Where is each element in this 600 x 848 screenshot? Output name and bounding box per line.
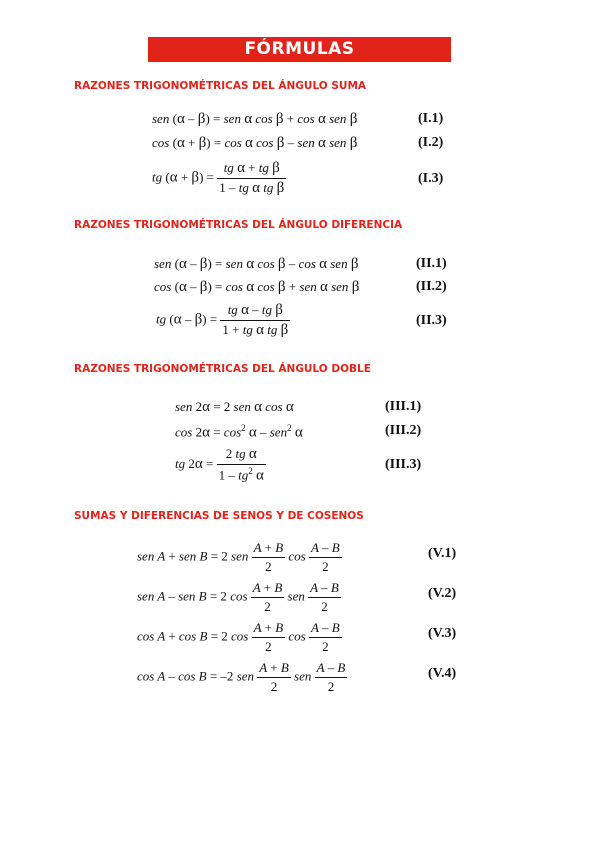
formula-suma-senos: sen A + sen B = 2 sen $\frac{A + B}{2}$ cos $\frac{A - B}{2}$ bbox=[137, 540, 340, 574]
section-heading-diferencia: RAZONES TRIGONOMÉTRICAS DEL ÁNGULO DIFERENCIA bbox=[74, 219, 403, 231]
formula-doble-sen: sen 2α = 2 sen α cos α bbox=[175, 399, 294, 415]
section-heading-sumas-diferencias: SUMAS Y DIFERENCIAS DE SENOS Y DE COSENOS bbox=[74, 510, 364, 522]
section-heading-suma: RAZONES TRIGONOMÉTRICAS DEL ÁNGULO SUMA bbox=[74, 80, 367, 92]
formula-suma-tg: tg (α + β) = $\frac{\text{tg α + tg β}}{\text{1 – tg α tg β}}$ bbox=[152, 160, 285, 196]
formula-suma-cosenos: cos A + cos B = 2 cos $\frac{A + B}{2}$ cos $\frac{A - B}{2}$ bbox=[137, 620, 340, 654]
formula-tag: (I.2) bbox=[418, 135, 444, 150]
formula-diferencia-senos: sen A – sen B = 2 cos $\frac{A + B}{2}$ sen $\frac{A - B}{2}$ bbox=[137, 580, 339, 614]
formula-tag: (V.2) bbox=[428, 586, 457, 601]
formula-tag: (II.1) bbox=[416, 256, 447, 271]
formula-diferencia-sen: sen (α – β) = sen α cos β – cos α sen β bbox=[154, 256, 359, 272]
formula-tag: (II.2) bbox=[416, 279, 447, 294]
formula-tag: (V.4) bbox=[428, 666, 457, 681]
formula-tag: (II.3) bbox=[416, 313, 447, 328]
formula-diferencia-cosenos: cos A – cos B = –2 sen $\frac{A + B}{2}$ sen $\frac{A - B}{2}$ bbox=[137, 660, 346, 694]
formula-diferencia-cos: cos (α – β) = cos α cos β + sen α sen β bbox=[154, 279, 360, 295]
formula-tag: (III.3) bbox=[385, 457, 422, 472]
formula-suma-sen: sen (α – β) = sen α cos β + cos α sen β bbox=[152, 111, 358, 127]
formula-suma-cos: cos (α + β) = cos α cos β – sen α sen β bbox=[152, 135, 358, 151]
formula-tag: (I.1) bbox=[418, 111, 444, 126]
formula-tag: (V.1) bbox=[428, 546, 457, 561]
formula-tag: (III.1) bbox=[385, 399, 422, 414]
formula-doble-tg: tg 2α = $\frac{\text{2 tg α}}{1 - tg^2 \alpha}$ bbox=[175, 446, 264, 484]
formula-tag: (I.3) bbox=[418, 171, 444, 186]
page-title: FÓRMULAS TRIGONOMÉTRICAS bbox=[148, 37, 451, 62]
formula-tag: (V.3) bbox=[428, 626, 457, 641]
formula-tag: (III.2) bbox=[385, 423, 422, 438]
section-heading-doble: RAZONES TRIGONOMÉTRICAS DEL ÁNGULO DOBLE bbox=[74, 363, 371, 375]
formula-doble-cos: $\cos 2\alpha = \cos^2 \alpha - sen^2$ α bbox=[175, 423, 303, 441]
formula-diferencia-tg: tg (α – β) = $\frac{\text{tg α – tg β}}{\text{1 + tg α tg β}}$ bbox=[156, 302, 289, 338]
